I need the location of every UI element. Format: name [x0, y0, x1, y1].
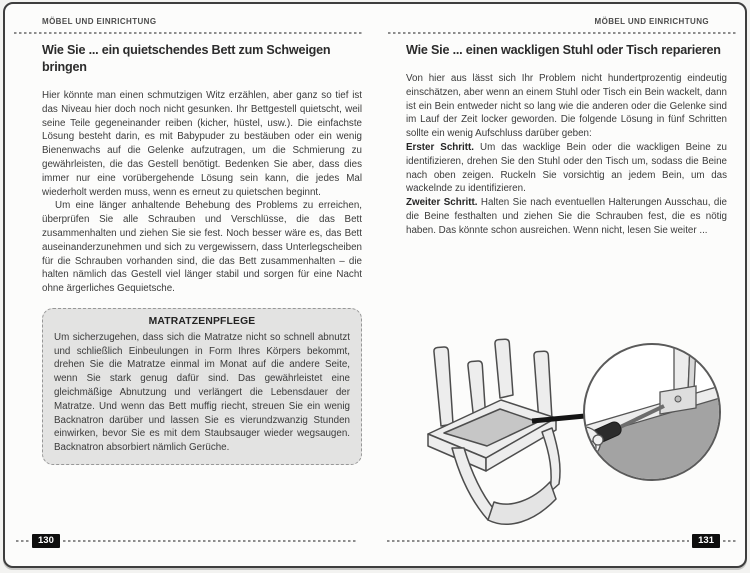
step-1-label: Erster Schritt.	[406, 141, 475, 153]
right-body-text	[406, 72, 727, 238]
paragraph: Von hier aus lässt sich Ihr Problem nicht hundertprozentig eindeutig einschätzen, aber wenn an einem Stuhl oder Tisch ein Bein wackelt, dann ist ein Bein entweder nicht so lang wie die anderen oder die Gelenke sind im Lauf der Zeit locker geworden. Die folgende Lösung in fünf Schritten sollte ein wenig Aufschluss darüber geben:	[406, 73, 727, 140]
chair-backrest-panel	[488, 482, 556, 524]
running-header-right: MÖBEL UND EINRICHTUNG	[594, 17, 709, 26]
right-page-content	[406, 42, 727, 238]
dash-line	[723, 540, 736, 542]
page-left	[5, 4, 374, 566]
detail-chair-leg-side	[688, 344, 696, 392]
left-body-text	[42, 89, 362, 296]
finger	[575, 437, 587, 449]
info-box-text: Um sicherzugehen, dass sich die Matratze nicht so schnell abnutzt und schließlich Einbeulungen in Form Ihres Körpers bekommt, drehen Sie die Matratze einmal im Monat auf die andere Seite, wenn Sie stark genug dafür sind. Das gewährleistet eine gleichmäßige Abnutzung und verlängert die Lebensdauer der Matratze. Und wenn das Bett muffig riecht, streuen Sie ein wenig Backnatron darüber und lassen Sie es vierundzwanzig Stunden einwirken, bevor Sie es mit dem Staubsauger wieder wegsaugen. Backnatron absorbiert nämlich Gerüche.	[54, 331, 350, 454]
pagenum-row-left	[5, 534, 374, 549]
dash-line	[16, 540, 29, 542]
chair-backrest-stile	[542, 428, 560, 492]
dash-line	[387, 540, 689, 542]
chair-leg	[434, 347, 453, 426]
pagenum-row-right	[376, 534, 745, 549]
step-1	[406, 141, 727, 196]
bracket-screw	[675, 396, 681, 402]
left-page-content	[42, 42, 362, 465]
dash-line	[63, 540, 358, 542]
page-title-left: Wie Sie ... ein quietschendes Bett zum Schweigen bringen	[42, 43, 331, 74]
chair-figure	[428, 339, 560, 524]
chair-leg	[495, 339, 513, 398]
chair-repair-illustration	[384, 336, 736, 542]
info-box-title: MATRATZENPFLEGE	[148, 315, 256, 327]
page-number-right: 131	[692, 534, 720, 549]
page-right	[376, 4, 745, 566]
running-header-left: MÖBEL UND EINRICHTUNG	[42, 17, 157, 26]
header-rule-right	[388, 32, 738, 34]
step-2-text: Halten Sie nach eventuellen Halterungen Ausschau, die die Beine festhalten und ziehen Sie die Schrauben fest, die es nötig haben. Das könnte schon ausreichen. Wenn nicht, lesen Sie weiter ...	[406, 197, 727, 236]
page-number-left: 130	[32, 534, 60, 549]
finger	[593, 435, 603, 445]
header-rule-left	[14, 32, 364, 34]
page-title-right: Wie Sie ... einen wackligen Stuhl oder Tisch reparieren	[406, 43, 721, 57]
step-2-label: Zweiter Schritt.	[406, 197, 478, 209]
paragraph: Hier könnte man einen schmutzigen Witz erzählen, aber ganz so tief ist das Niveau hier doch noch nicht gesunken. Ihr Bettgestell quietscht, weil seine Teile gegeneinander reiben (kicher, hüstel, usw.). Die einfachste Lösung besteht darin, es mit Babypuder zu bestäuben oder ein wenig Bienenwachs auf die Gelenke aufzutragen, um die Schmierung zu gewährleisten, die das Gestell benötigt. Bedenken Sie aber, dass dies immer nur eine vorübergehende Lösung sein kann, die jedes Mal wiederholt werden muss, wenn es erneut zu quietschen beginnt.	[42, 90, 362, 198]
book-spread	[3, 2, 747, 568]
step-2	[406, 196, 727, 237]
step-1-text: Um das wacklige Bein oder die wackligen Beine zu identifizieren, drehen Sie den Stuhl oder den Tisch um, sodass die Beine nach oben zeigen. Ruckeln Sie vorsichtig an jedem Bein, um das wackelnde zu identifizieren.	[406, 141, 727, 195]
paragraph: Um eine länger anhaltende Behebung des Problems zu erreichen, überprüfen Sie alle Schrauben und Verschlüsse, die das Bett zusammenhalten und ziehen Sie sie fest. Noch besser wäre es, das Bett auseinanderzunehmen und sich zu vergewissern, dass Unterlegscheiben für die Schrauben vorhanden sind, die das Bett zusammenhalten – die halten nämlich das Gestell viel länger stabil und sorgen für eine Nacht ohne ärgerliches Gequietsche.	[42, 200, 362, 295]
mattress-care-box	[42, 308, 362, 465]
